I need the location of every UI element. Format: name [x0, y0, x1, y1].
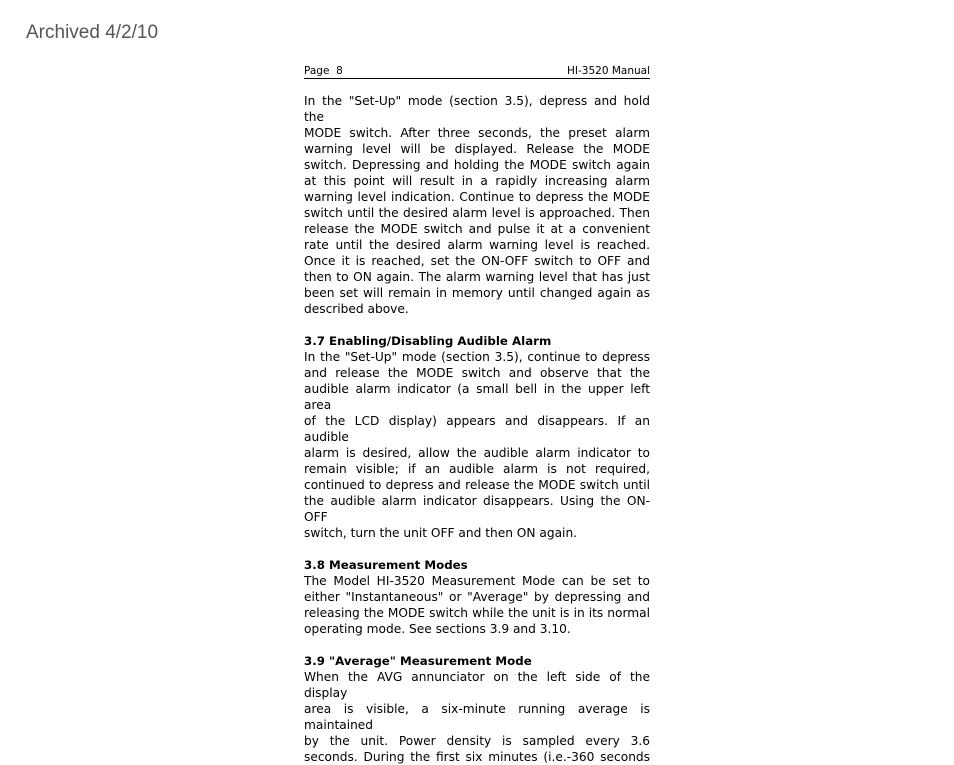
paragraph-average-mode	[304, 669, 650, 765]
text-line: When the AVG annunciator on the left side of the display	[304, 670, 650, 700]
text-line: In the "Set-Up" mode (section 3.5), continue to depress	[304, 350, 650, 364]
archive-stamp: Archived 4/2/10	[26, 22, 159, 43]
text-line: then to ON again. The alarm warning level that has just	[304, 270, 650, 284]
text-line: by the unit. Power density is sampled every 3.6	[304, 734, 650, 748]
text-line: release the MODE switch and pulse it at a convenient	[304, 222, 650, 236]
section-heading-3-8: 3.8 Measurement Modes	[304, 558, 468, 572]
text-line: rate until the desired alarm warning level is reached.	[304, 238, 650, 252]
text-line: remain visible; if an audible alarm is not required,	[304, 462, 650, 476]
text-line: operating mode. See sections 3.9 and 3.10.	[304, 622, 571, 636]
section-heading-3-9: 3.9 "Average" Measurement Mode	[304, 654, 532, 668]
text-line: seconds. During the first six minutes (i.e.-360 seconds	[304, 750, 650, 764]
text-line: and release the MODE switch and observe that the	[304, 366, 650, 380]
text-line: MODE switch. After three seconds, the preset alarm	[304, 126, 650, 140]
text-line: The Model HI-3520 Measurement Mode can be set to	[304, 574, 650, 588]
page-body	[304, 93, 650, 765]
paragraph-alarm-level	[304, 93, 650, 317]
text-line: warning level indication. Continue to depress the MODE	[304, 190, 650, 204]
text-line: In the "Set-Up" mode (section 3.5), depress and hold the	[304, 94, 650, 124]
text-line: either "Instantaneous" or "Average" by depressing and	[304, 590, 650, 604]
paragraph-audible-alarm	[304, 349, 650, 541]
text-line: area is visible, a six-minute running average is maintained	[304, 702, 650, 732]
text-line: of the LCD display) appears and disappears. If an audible	[304, 414, 650, 444]
text-line: switch, turn the unit OFF and then ON again.	[304, 526, 578, 540]
text-line: warning level will be displayed. Release the MODE	[304, 142, 650, 156]
paragraph-measurement-modes	[304, 573, 650, 637]
text-line: at this point will result in a rapidly increasing alarm	[304, 174, 650, 188]
text-line: the audible alarm indicator disappears. Using the ON-OFF	[304, 494, 650, 524]
page-number: Page 8	[304, 65, 343, 77]
spacer	[304, 317, 650, 333]
text-line: releasing the MODE switch while the unit is in its normal	[304, 606, 650, 620]
manual-title: HI-3520 Manual	[567, 65, 650, 77]
text-line: switch. Depressing and holding the MODE switch again	[304, 158, 650, 172]
text-line: alarm is desired, allow the audible alarm indicator to	[304, 446, 650, 460]
spacer	[304, 541, 650, 557]
text-line: described above.	[304, 302, 409, 316]
page-header	[304, 64, 650, 79]
text-line: audible alarm indicator (a small bell in the upper left area	[304, 382, 650, 412]
text-line: been set will remain in memory until changed again as	[304, 286, 650, 300]
text-line: Once it is reached, set the ON-OFF switch to OFF and	[304, 254, 650, 268]
section-heading-3-7: 3.7 Enabling/Disabling Audible Alarm	[304, 334, 552, 348]
spacer	[304, 637, 650, 653]
text-line: switch until the desired alarm level is approached. Then	[304, 206, 650, 220]
text-line: continued to depress and release the MODE switch until	[304, 478, 650, 492]
